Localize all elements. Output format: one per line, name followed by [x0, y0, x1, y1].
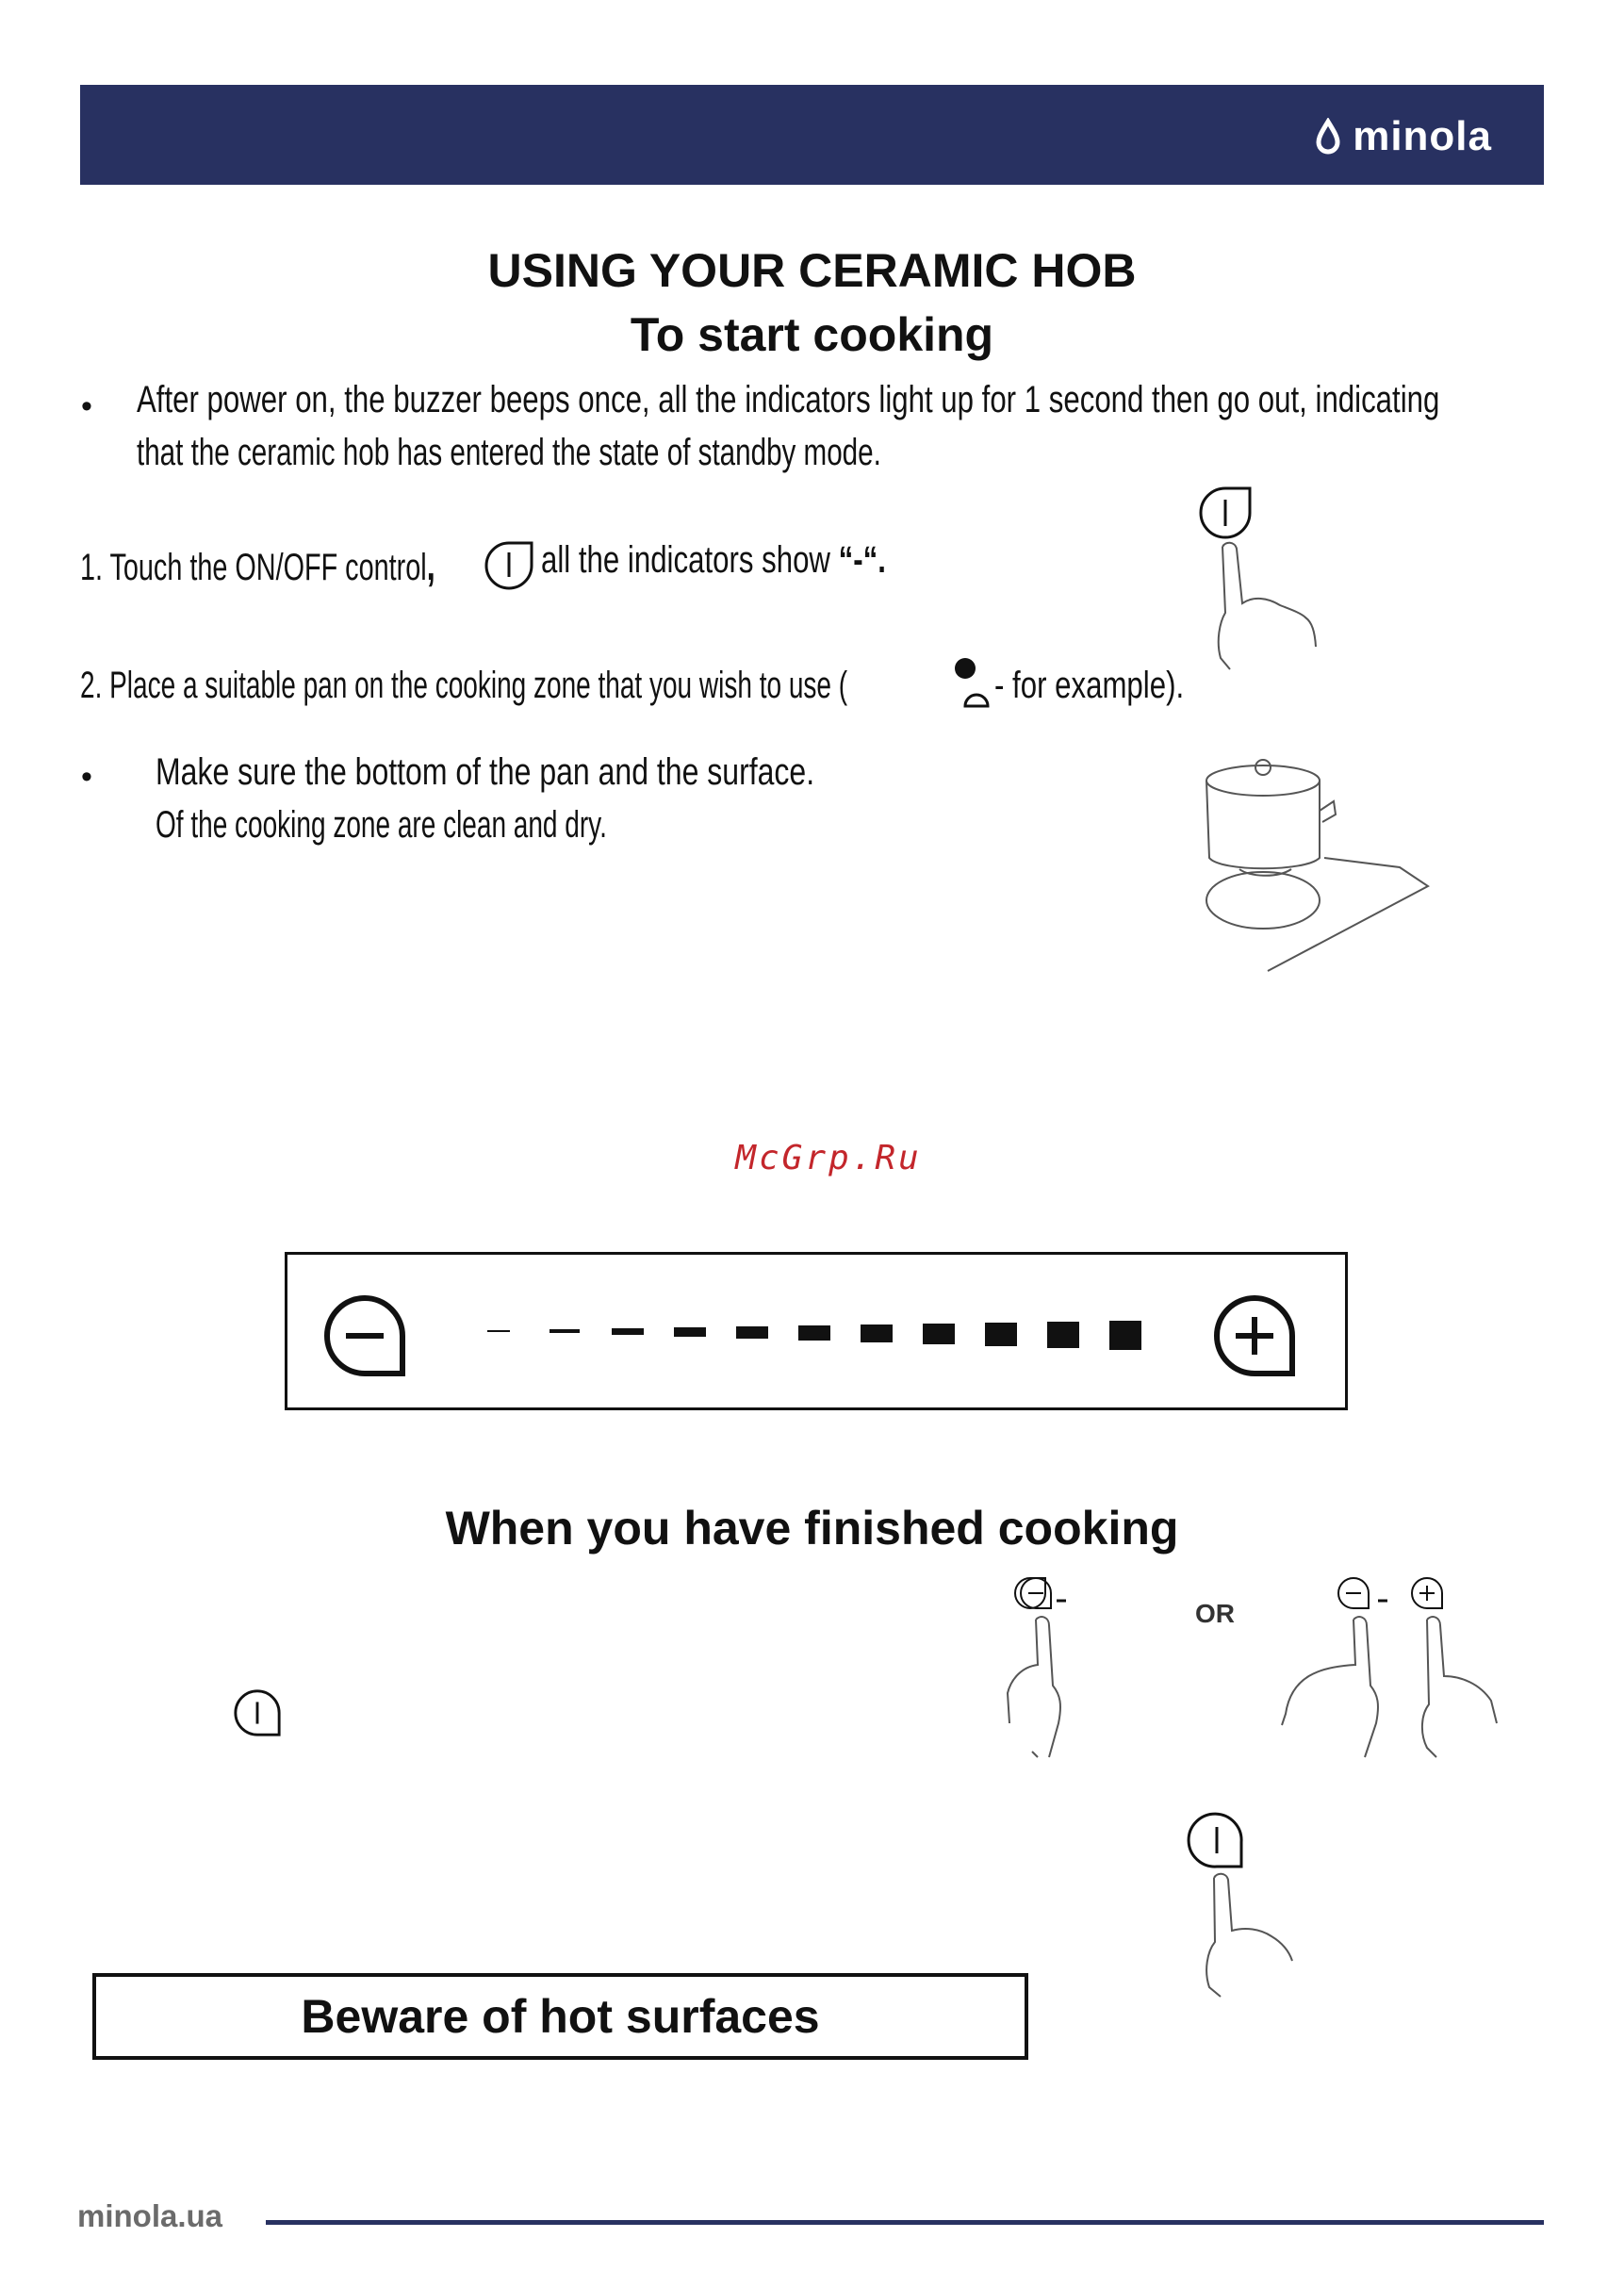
- warning-box: [92, 1973, 1028, 2060]
- step2-text: 2. Place a suitable pan on the cooking zone that you wish to use (: [80, 665, 848, 706]
- step1-text: [80, 539, 435, 590]
- brand-drop-icon: [1313, 118, 1343, 156]
- brand-name: minola: [1353, 113, 1492, 159]
- footer-url: minola.ua: [77, 2198, 223, 2233]
- step1-after: [541, 539, 886, 582]
- level-bar: [736, 1326, 768, 1339]
- level-bar: [1109, 1321, 1141, 1350]
- level-bar: [923, 1324, 955, 1344]
- footer-divider: [266, 2220, 1544, 2225]
- step1-symbol: “-“.: [838, 539, 886, 581]
- watermark: McGrp.Ru: [735, 1139, 922, 1177]
- step1-comma: ,: [426, 540, 435, 589]
- finger-press-power-illustration: [1197, 481, 1348, 698]
- power-icon-finished: [232, 1687, 283, 1738]
- step2-after: - for example).: [994, 665, 1185, 706]
- step1-text-before: 1. Touch the ON/OFF control: [80, 547, 427, 588]
- level-bar: [674, 1327, 706, 1337]
- level-bar: [612, 1328, 644, 1335]
- bullet2-line-1: Make sure the bottom of the pan and the surface.: [156, 751, 815, 793]
- bullet-dot-2: •: [81, 759, 92, 795]
- bullet-dot: •: [81, 388, 92, 424]
- finger-press-minus-illustration: [1004, 1572, 1164, 1761]
- bullet2-line-2: Of the cooking zone are clean and dry.: [156, 804, 607, 846]
- finger-press-power-off-illustration: [1183, 1810, 1343, 2027]
- level-bar: [985, 1323, 1017, 1346]
- step1-text-after: all the indicators show: [541, 539, 830, 581]
- minus-icon: [323, 1294, 406, 1377]
- level-bar: [861, 1324, 893, 1342]
- level-bar: [1047, 1322, 1079, 1348]
- intro-line-2: that the ceramic hob has entered the state of standby mode.: [137, 432, 881, 473]
- or-label: OR: [1195, 1599, 1235, 1628]
- page-title: USING YOUR CERAMIC HOB: [487, 244, 1137, 297]
- finger-press-minus-plus-illustration: [1244, 1572, 1536, 1761]
- intro-line-1: After power on, the buzzer beeps once, all the indicators light up for 1 second then go out, indicating: [137, 379, 1440, 420]
- brand-logo: [1313, 111, 1492, 162]
- section-title-start: To start cooking: [630, 308, 994, 361]
- power-level-panel: [285, 1252, 1348, 1410]
- power-icon: [483, 539, 535, 592]
- plus-icon: [1213, 1294, 1296, 1377]
- cooking-zone-icon: [950, 653, 993, 714]
- warning-text: Beware of hot surfaces: [301, 1990, 820, 2043]
- pan-on-hob-illustration: [1192, 754, 1447, 980]
- section-title-finished: When you have finished cooking: [445, 1502, 1179, 1555]
- level-bar: [798, 1325, 830, 1341]
- level-bar: [550, 1329, 580, 1333]
- level-bar: [487, 1330, 510, 1332]
